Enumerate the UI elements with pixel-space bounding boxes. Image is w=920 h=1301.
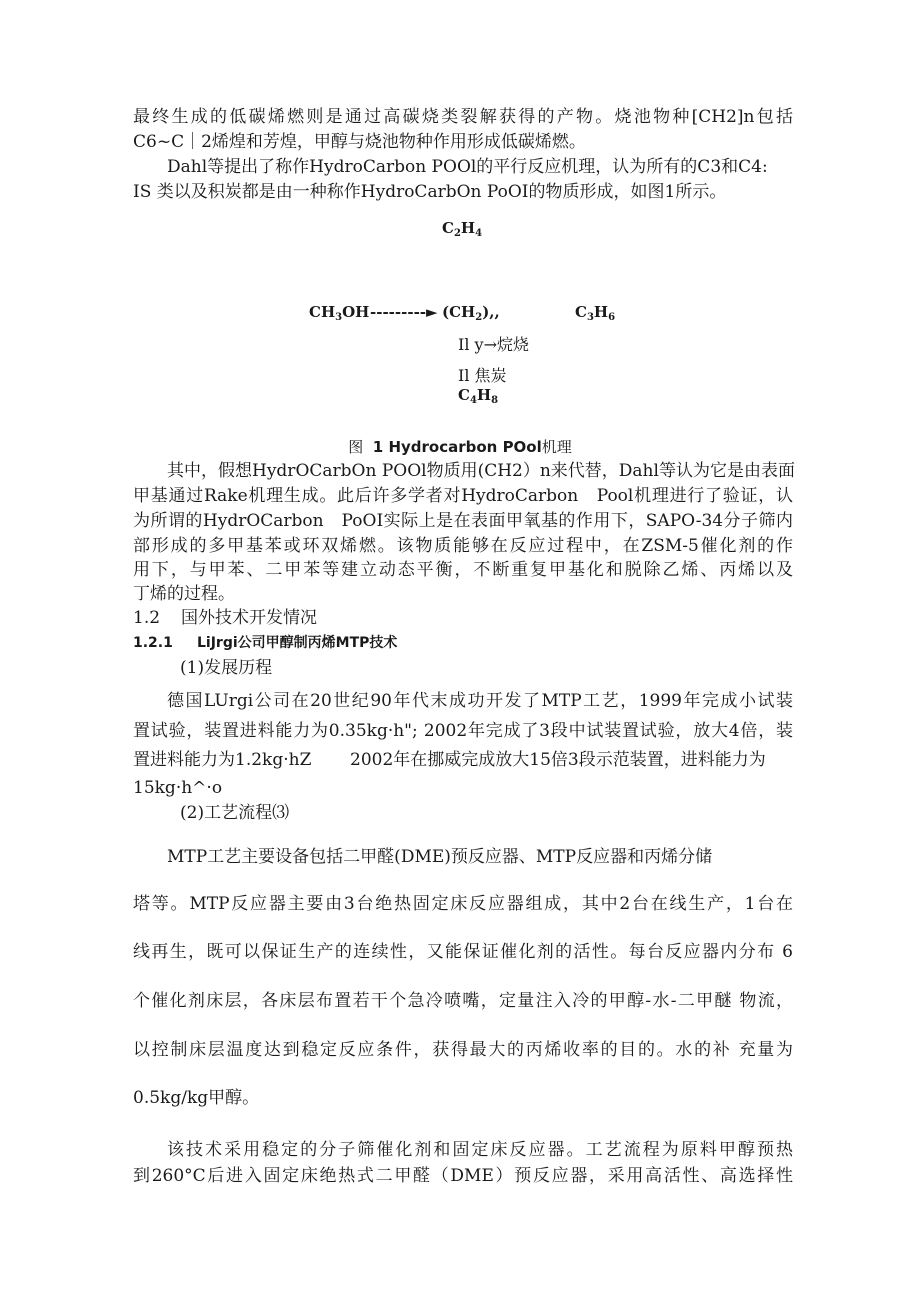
para5-line2: 塔等。MTP反应器主要由3台绝热固定床反应器组成，其中2台在线生产，1台在: [133, 894, 793, 914]
subheading-process-flow: (2)工艺流程⑶: [180, 803, 290, 823]
para2-line2: IS 类以及积炭都是由一种称作HydroCarbOn PoOI的物质形成，如图1所示。: [133, 182, 727, 202]
para4-line3: [133, 749, 793, 771]
branch-coke: Il 焦炭: [458, 366, 507, 385]
para2-line1: Dahl等提出了称作HydroCarbon POOl的平行反应机理，认为所有的C3和C4:: [167, 157, 768, 177]
para3-line2: 甲基通过Rake机理生成。此后许多学者对HydroCarbon Pool机理进行了验证，认: [133, 486, 793, 506]
para5-line4: 个催化剂床层，各床层布置若干个急冷喷嘴，定量注入冷的甲醇-水-二甲醚 物流，: [133, 991, 793, 1011]
para5-line6: 0.5kg/kg甲醇。: [133, 1088, 260, 1108]
section-1-2-1-title: LiJrgi公司甲醇制丙烯MTP技术: [197, 635, 398, 651]
formula-c2h4: $C_2H_4$: [442, 219, 483, 239]
para5-line3: 线再生，既可以保证生产的连续性，又能保证催化剂的活性。每台反应器内分布 6: [133, 942, 793, 962]
section-1-2-title: 国外技术开发情况: [181, 608, 317, 628]
para3-line4: 部形成的多甲基苯或环双烯燃。该物质能够在反应过程中，在ZSM-5催化剂的作: [133, 536, 793, 556]
para3-line1: 其中，假想HydrOCarbOn POOl物质用(CH2）n来代替，Dahl等认为它是由表面: [167, 461, 795, 481]
para4-line4: 15kg·h^·o: [133, 778, 223, 798]
para6-line1: 该技术采用稳定的分子筛催化剂和固定床反应器。工艺流程为原料甲醇预热: [167, 1140, 793, 1160]
section-1-2-heading: [133, 607, 793, 629]
section-1-2-1-heading: [133, 632, 397, 652]
para3-line6: 丁烯的过程。: [133, 584, 235, 604]
para1-line2: C6~C｜2烯煌和芳煌，甲醇与烧池物种作用形成低碳烯燃。: [133, 132, 586, 152]
formula-c4h8: $C_4H_8$: [458, 386, 499, 406]
para4-line3-part2: 2002年在挪威完成放大15倍3段示范装置，进料能力为: [350, 750, 766, 770]
subheading-development-history: (1)发展历程: [180, 658, 273, 678]
para4-line3-part1: 置进料能力为1.2kg·hZ: [133, 750, 312, 770]
formula-ch3oh: $CH_3OH$: [309, 303, 370, 323]
branch-alkanes: Il y→烷烧: [458, 335, 529, 354]
reaction-arrow: ---------►: [370, 303, 438, 321]
para6-line2: 到260°C后进入固定床绝热式二甲醛（DME）预反应器，采用高活性、高选择性: [133, 1166, 793, 1186]
section-1-2-1-number: 1.2.1: [133, 635, 173, 651]
caption-number: 1 Hydrocarbon POol: [372, 438, 542, 456]
caption-prefix: 图: [348, 438, 364, 456]
para5-line5: 以控制床层温度达到稳定反应条件，获得最大的丙烯收率的目的。水的补 充量为: [133, 1040, 793, 1060]
formula-c3h6: $C_3H_6$: [575, 303, 616, 323]
para3-line5: 用下，与甲苯、二甲苯等建立动态平衡，不断重复甲基化和脱除乙烯、丙烯以及: [133, 560, 793, 580]
para3-line3: 为所谓的HydrOCarbon PoOI实际上是在表面甲氧基的作用下，SAPO-34分子筛内: [133, 511, 793, 531]
section-1-2-number: 1.2: [133, 608, 161, 628]
formula-ch2n: $(CH_2)$,,: [442, 303, 500, 323]
para5-line1: MTP工艺主要设备包括二甲醛(DME)预反应器、MTP反应器和丙烯分储: [167, 847, 713, 867]
caption-suffix: 机理: [541, 438, 572, 456]
para4-line1: 德国LUrgi公司在20世纪90年代末成功开发了MTP工艺，1999年完成小试装: [167, 691, 793, 711]
figure-caption: [0, 436, 920, 457]
para1-line1: 最终生成的低碳烯燃则是通过高碳烧类裂解获得的产物。烧池物种[CH2]n包括: [133, 107, 793, 127]
para4-line2: 置试验，装置进料能力为0.35kg·h"; 2002年完成了3段中试装置试验，放大4倍，装: [133, 721, 793, 741]
